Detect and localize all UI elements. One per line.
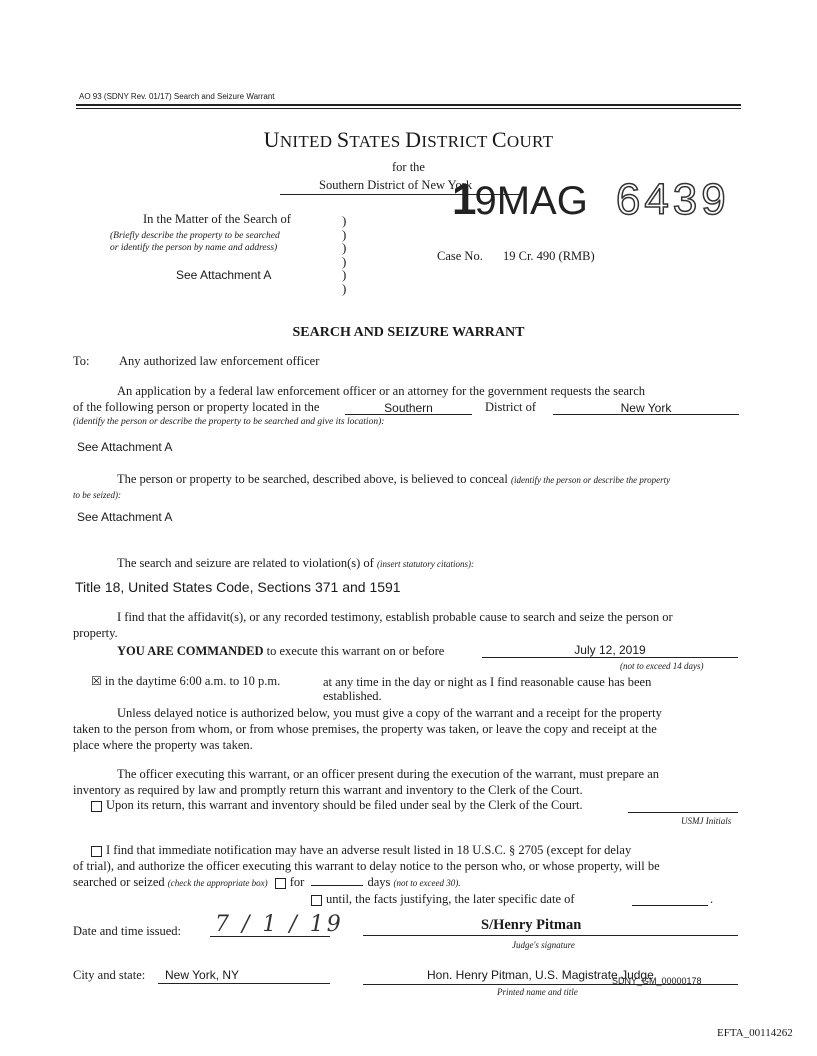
district-name: Southern District of New York <box>319 178 473 192</box>
finding-text-2: property. <box>73 626 118 640</box>
seal-option: Upon its return, this warrant and inventory should be filed under seal by the Clerk of the Court. <box>91 798 583 813</box>
application-text-2: of the following person or property located in the <box>73 400 320 414</box>
district-fill-rule <box>345 414 472 415</box>
form-id: AO 93 (SDNY Rev. 01/17) Search and Seizure Warrant <box>79 92 275 101</box>
matter-heading: In the Matter of the Search of <box>143 212 291 226</box>
to-label: To: <box>73 354 90 368</box>
printed-name: Hon. Henry Pitman, U.S. Magistrate Judge <box>427 968 654 982</box>
district-fill: Southern <box>384 401 433 415</box>
state-fill: New York <box>620 401 672 415</box>
notice-line-3: place where the property was taken. <box>73 738 253 752</box>
daytime-option: ☒ in the daytime 6:00 a.m. to 10 p.m. <box>91 674 281 688</box>
checkbox-icon <box>91 846 102 857</box>
checkbox-icon <box>91 801 102 812</box>
delay-line-3: searched or seized (check the appropriate box) for days (not to exceed 30). <box>73 875 461 889</box>
issued-label: Date and time issued: <box>73 924 181 938</box>
until-period: . <box>710 892 714 906</box>
delay-line-1: I find that immediate notification may have an adverse result listed in 18 U.S.C. § 2705 (except for delay <box>91 843 631 858</box>
checked-box-icon: ☒ <box>91 674 102 688</box>
printed-name-rule <box>363 984 738 985</box>
inventory-line-1: The officer executing this warrant, or an officer present during the execution of the warrant, must prepare an <box>117 767 660 781</box>
warrant-title: SEARCH AND SEIZURE WARRANT <box>292 325 525 340</box>
application-instruction: (identify the person or describe the property to be searched and give its location): <box>73 417 385 427</box>
header-rule-bottom <box>76 108 741 109</box>
footer-id: EFTA_00114262 <box>717 1027 793 1039</box>
for-the: for the <box>392 160 425 174</box>
notice-line-1: Unless delayed notice is authorized below, you must give a copy of the warrant and a receipt for the property <box>117 706 662 720</box>
application-attachment: See Attachment A <box>77 440 173 454</box>
command-date-fill: July 12, 2019 <box>574 643 646 657</box>
matter-instruction-2: or identify the person by name and address) <box>110 243 278 253</box>
conceal-attachment: See Attachment A <box>77 510 173 524</box>
matter-instruction-1: (Briefly describe the property to be searched <box>110 231 280 241</box>
case-stamp: 19MAG 6439 <box>452 175 730 224</box>
until-date-rule <box>632 905 708 906</box>
checkbox-icon <box>275 878 286 889</box>
judge-signature: S/Henry Pitman <box>481 917 582 933</box>
district-of-label: District of <box>485 400 537 414</box>
anytime-option-1: at any time in the day or night as I find reasonable cause has been <box>323 675 652 689</box>
caption-parens: ) ) ) ) ) ) <box>342 213 347 296</box>
issued-rule <box>210 936 330 937</box>
printed-name-caption: Printed name and title <box>497 987 578 997</box>
signature-rule <box>363 935 738 936</box>
city-label: City and state: <box>73 968 146 982</box>
issued-handwritten-date: 7 / 1 / 19 <box>215 912 344 937</box>
usmj-initials: USMJ Initials <box>681 816 732 826</box>
anytime-option-2: established. <box>323 689 382 703</box>
violation-text: The search and seizure are related to violation(s) of (insert statutory citations): <box>117 556 474 570</box>
usmj-rule <box>628 812 738 813</box>
notice-line-2: taken to the person from whom, or from whose premises, the property was taken, or leave the copy and receipt at the <box>73 722 657 736</box>
delay-line-2: of trial), and authorize the officer executing this warrant to delay notice to the person who, or whose property, will be <box>73 859 660 873</box>
command-date-note: (not to exceed 14 days) <box>620 661 704 671</box>
to-value: Any authorized law enforcement officer <box>119 354 320 368</box>
conceal-instruction-2: to be seized): <box>73 490 121 500</box>
command-text: YOU ARE COMMANDED to execute this warrant on or before <box>117 644 445 658</box>
court-title: UNITED STATES DISTRICT COURT <box>263 127 554 152</box>
bates-number: SDNY_GM_00000178 <box>612 976 702 986</box>
checkbox-icon <box>311 895 322 906</box>
delay-until: until, the facts justifying, the later specific date of <box>311 892 575 907</box>
case-no-label: Case No. <box>437 249 483 263</box>
finding-text-1: I find that the affidavit(s), or any recorded testimony, establish probable cause to search and seize the person or <box>117 610 673 624</box>
header-rule-top <box>76 104 741 106</box>
signature-caption: Judge's signature <box>512 940 575 950</box>
case-no-value: 19 Cr. 490 (RMB) <box>503 249 595 263</box>
inventory-line-2: inventory as required by law and promptly return this warrant and inventory to the Clerk of the Court. <box>73 783 583 797</box>
application-text-1: An application by a federal law enforcement officer or an attorney for the government requests the search <box>117 384 646 398</box>
city-value: New York, NY <box>165 968 240 982</box>
state-fill-rule <box>553 414 739 415</box>
city-rule <box>158 983 330 984</box>
command-date-rule <box>482 657 738 658</box>
matter-value: See Attachment A <box>176 268 272 282</box>
conceal-text: The person or property to be searched, described above, is believed to conceal (identify the person or describe the property <box>117 472 671 486</box>
violation-citation: Title 18, United States Code, Sections 371 and 1591 <box>75 579 401 595</box>
